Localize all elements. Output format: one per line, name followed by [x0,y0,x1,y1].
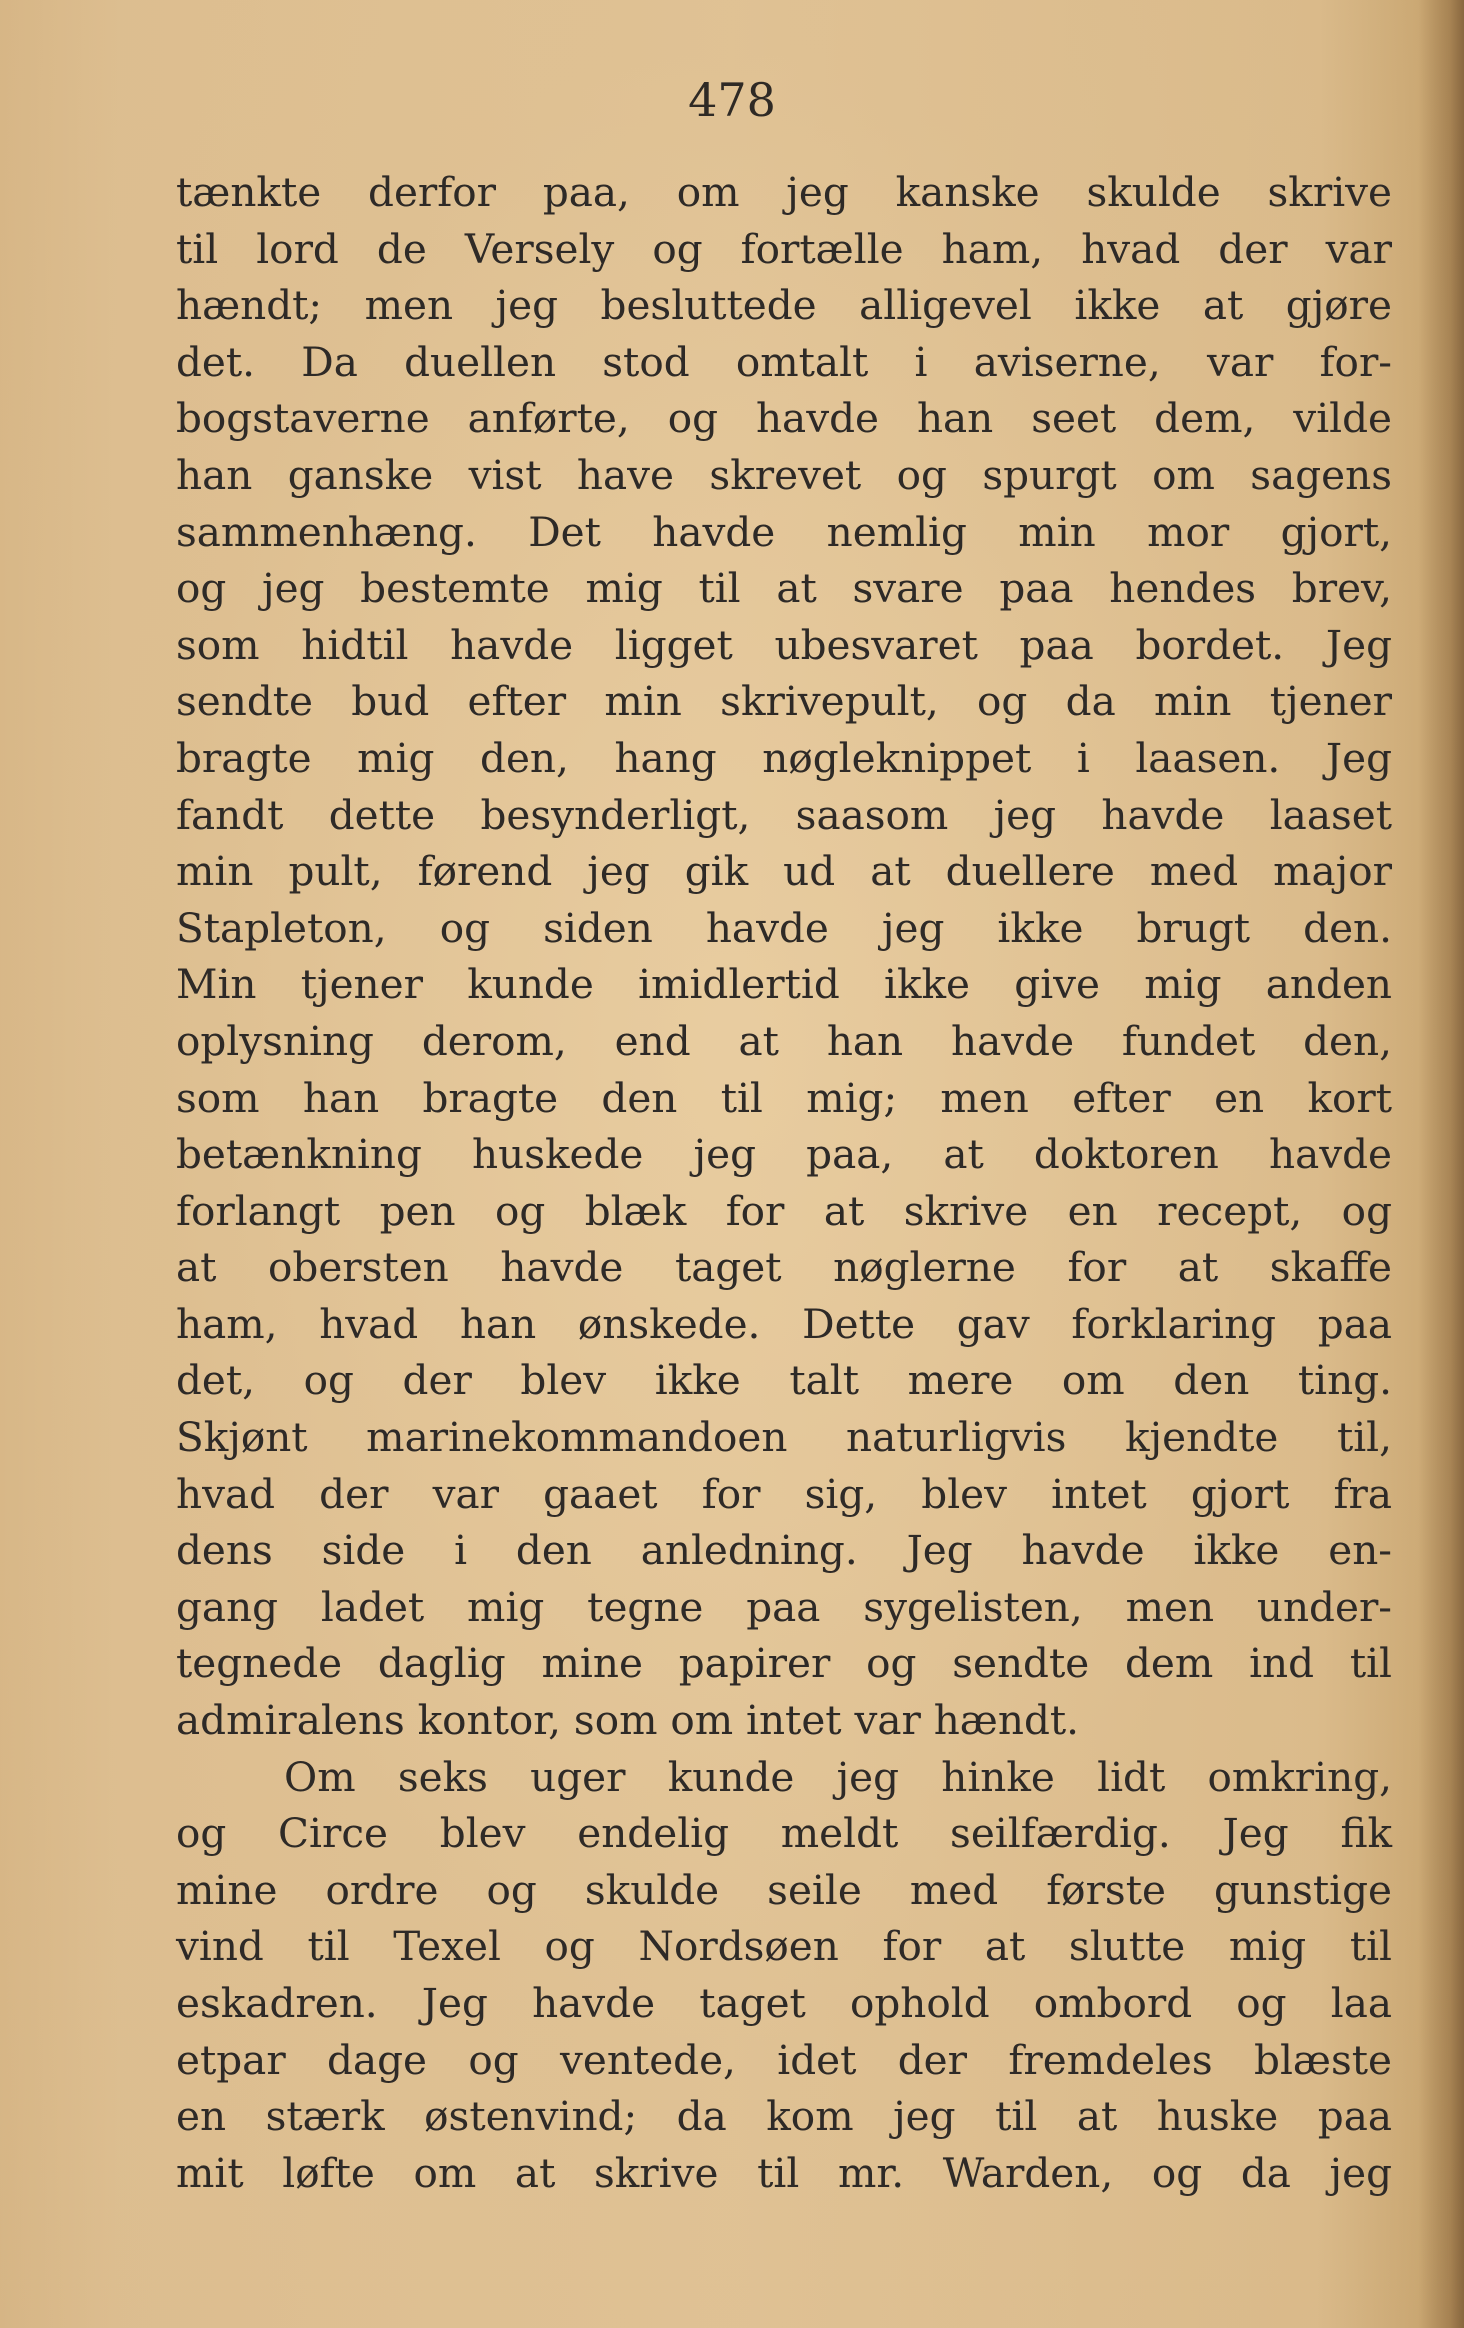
page-edge-shadow [1418,0,1464,2328]
text-line: vind til Texel og Nordsøen for at slutte mig til [176,1922,1392,1971]
text-line: bragte mig den, hang nøgleknippet i laasen. Jeg [176,733,1392,782]
text-line: en stærk østenvind; da kom jeg til at huske paa [176,2092,1392,2141]
text-line: ham, hvad han ønskede. Dette gav forklaring paa [176,1299,1392,1348]
page-number: 478 [688,73,776,127]
text-line: betænkning huskede jeg paa, at doktoren havde [176,1130,1392,1179]
text-line: Min tjener kunde imidlertid ikke give mig anden [176,960,1392,1009]
text-line: og Circe blev endelig meldt seilfærdig. Jeg fik [176,1809,1392,1858]
text-line: etpar dage og ventede, idet der fremdeles blæste [176,2035,1392,2084]
text-line: forlangt pen og blæk for at skrive en recept, og [176,1186,1392,1235]
text-line: og jeg bestemte mig til at svare paa hendes brev, [176,564,1392,613]
body-text [176,164,1392,2201]
text-line: min pult, førend jeg gik ud at duellere med major [176,847,1392,896]
text-line: det, og der blev ikke talt mere om den ting. [176,1356,1392,1405]
text-line: tegnede daglig mine papirer og sendte dem ind til [176,1639,1392,1688]
text-line: sendte bud efter min skrivepult, og da min tjener [176,677,1392,726]
text-line: Skjønt marinekommandoen naturligvis kjendte til, [176,1413,1392,1462]
text-line: oplysning derom, end at han havde fundet den, [176,1016,1392,1065]
text-line: gang ladet mig tegne paa sygelisten, men under- [176,1582,1392,1631]
text-line: bogstaverne anførte, og havde han seet dem, vilde [176,394,1392,443]
text-line: at obersten havde taget nøglerne for at skaffe [176,1243,1392,1292]
text-line: eskadren. Jeg havde taget ophold ombord og laa [176,1979,1392,2027]
text-line: til lord de Versely og fortælle ham, hvad der var [176,224,1392,273]
text-line: han ganske vist have skrevet og spurgt om sagens [176,450,1392,499]
text-line: Om seks uger kunde jeg hinke lidt omkring, [284,1752,1392,1801]
text-line: det. Da duellen stod omtalt i aviserne, var for- [176,337,1392,386]
text-line: mit løfte om at skrive til mr. Warden, og da jeg [176,2148,1392,2197]
text-line: som han bragte den til mig; men efter en kort [176,1073,1392,1122]
text-line: fandt dette besynderligt, saasom jeg havde laaset [176,790,1392,839]
text-line: mine ordre og skulde seile med første gunstige [176,1865,1392,1914]
text-line: admiralens kontor, som om intet var hændt. [176,1696,1080,1745]
text-line: Stapleton, og siden havde jeg ikke brugt den. [176,903,1392,952]
text-line: hændt; men jeg besluttede alligevel ikke at gjøre [176,281,1392,330]
text-line: dens side i den anledning. Jeg havde ikke en- [176,1526,1392,1575]
text-line: hvad der var gaaet for sig, blev intet gjort fra [176,1469,1392,1518]
text-line: tænkte derfor paa, om jeg kanske skulde skrive [176,168,1392,216]
text-line: sammenhæng. Det havde nemlig min mor gjort, [176,507,1392,556]
text-line: som hidtil havde ligget ubesvaret paa bordet. Jeg [176,620,1392,669]
